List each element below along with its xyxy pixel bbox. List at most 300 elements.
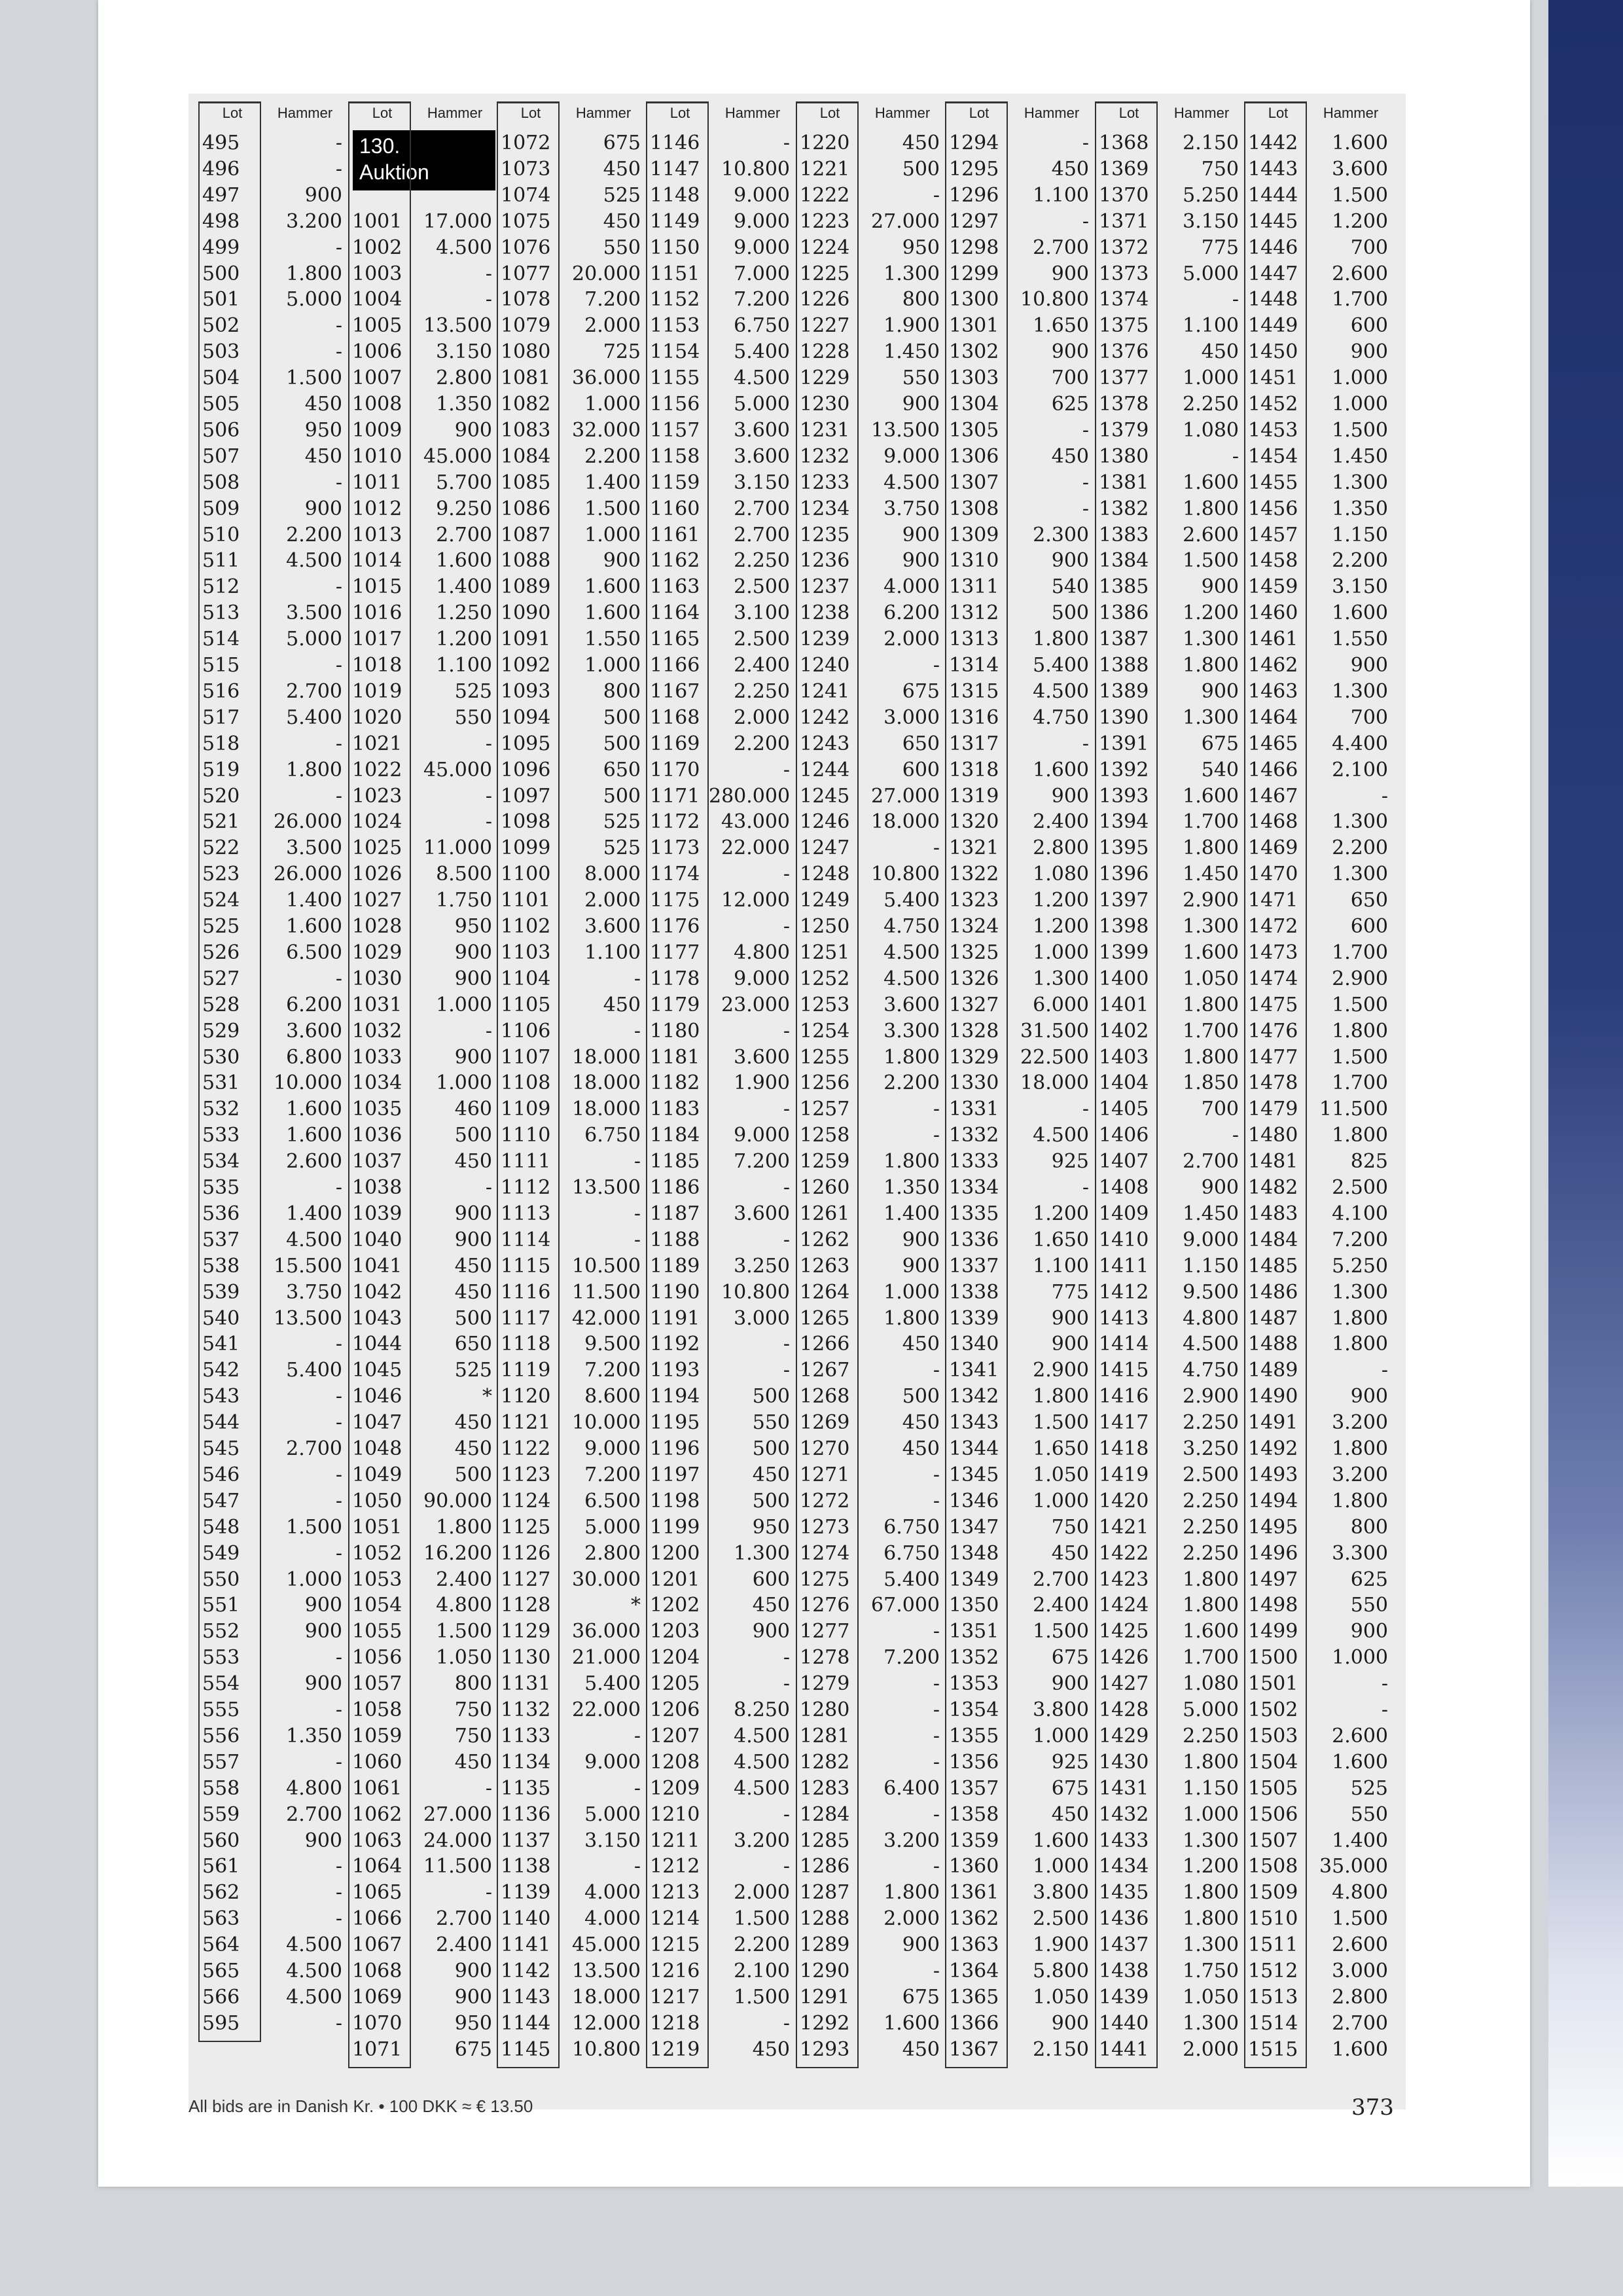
hammer-price: 3.300 bbox=[883, 1019, 940, 1043]
hammer-price bbox=[411, 183, 492, 209]
lot-number: 1350 bbox=[949, 1594, 999, 1617]
hammer-price: 1.000 bbox=[1183, 1803, 1239, 1826]
hammer-price: 2.200 bbox=[1332, 549, 1388, 573]
lot-number: 1021 bbox=[352, 732, 402, 755]
hammer-price: 900 bbox=[1051, 340, 1089, 364]
lot-number: 1177 bbox=[650, 941, 700, 964]
lot-number: 1028 bbox=[352, 915, 402, 938]
lot-number: 1290 bbox=[800, 1960, 850, 1982]
lot-number: 1181 bbox=[650, 1045, 700, 1069]
lot-number: 1052 bbox=[352, 1541, 402, 1565]
lot-number: 1487 bbox=[1248, 1306, 1298, 1330]
lot-number: 1271 bbox=[800, 1463, 850, 1486]
lot-number: 1381 bbox=[1099, 471, 1149, 494]
lot-number: 500 bbox=[202, 262, 240, 285]
lot-number: 1067 bbox=[352, 1933, 402, 1957]
lot-number: 1064 bbox=[352, 1855, 402, 1878]
hammer-price: 650 bbox=[902, 732, 940, 755]
lot-number: 1331 bbox=[949, 1098, 999, 1121]
hammer-price: 280.000 bbox=[709, 784, 791, 808]
hammer-price: - bbox=[335, 1411, 342, 1435]
lot-number: 1470 bbox=[1248, 863, 1298, 886]
lot-number: 1208 bbox=[650, 1750, 700, 1774]
hammer-price: - bbox=[335, 471, 342, 494]
hammer-price: 12.000 bbox=[572, 2011, 641, 2035]
hammer-price: 3.800 bbox=[1033, 1881, 1089, 1905]
lot-number: 1335 bbox=[949, 1202, 999, 1225]
lot-number: 1488 bbox=[1248, 1333, 1298, 1356]
hammer-price: 1.750 bbox=[436, 889, 492, 912]
hammer-price: 32.000 bbox=[572, 418, 641, 442]
lot-number: 1249 bbox=[800, 889, 850, 912]
hammer-price: 500 bbox=[603, 706, 641, 729]
lot-number: 1483 bbox=[1248, 1202, 1298, 1225]
hammer-price: 1.600 bbox=[286, 1098, 342, 1121]
hammer-price: 3.600 bbox=[734, 1202, 790, 1225]
hammer-price: 4.000 bbox=[584, 1907, 641, 1931]
hammer-price: 10.000 bbox=[572, 1411, 641, 1435]
hammer-price: 15.500 bbox=[274, 1254, 342, 1278]
lot-number: 505 bbox=[202, 393, 240, 416]
lot-number: 1254 bbox=[800, 1019, 850, 1043]
lot-number: 1058 bbox=[352, 1698, 402, 1721]
hammer-price: 450 bbox=[902, 2037, 940, 2061]
lot-number: 1148 bbox=[650, 183, 700, 207]
hammer-price: 460 bbox=[454, 1098, 492, 1121]
hammer-price: 1.700 bbox=[1183, 1646, 1239, 1670]
lot-number: 1264 bbox=[800, 1280, 850, 1304]
hammer-price: 26.000 bbox=[274, 810, 342, 834]
hammer-price: 4.500 bbox=[734, 1776, 790, 1800]
hammer-price: 1.800 bbox=[883, 1150, 940, 1174]
lot-number: 1334 bbox=[949, 1176, 999, 1199]
hammer-price: - bbox=[633, 1019, 641, 1043]
lot-number: 1125 bbox=[501, 1515, 551, 1539]
hammer-price: - bbox=[1381, 1698, 1388, 1721]
lot-number: 503 bbox=[202, 340, 240, 364]
lot-number: 1352 bbox=[949, 1646, 999, 1670]
lot-number: 1045 bbox=[352, 1359, 402, 1382]
lot-number bbox=[348, 183, 352, 209]
lot-number: 1513 bbox=[1248, 1985, 1298, 2009]
hammer-price: 2.600 bbox=[1332, 1933, 1388, 1957]
lot-number: 1421 bbox=[1099, 1515, 1149, 1539]
lot-number: 1219 bbox=[650, 2037, 700, 2061]
hammer-price: 750 bbox=[1051, 1515, 1089, 1539]
lot-number: 1173 bbox=[650, 836, 700, 860]
lot-number: 1231 bbox=[800, 418, 850, 442]
hammer-price: - bbox=[485, 1776, 492, 1800]
hammer-price: 3.300 bbox=[1332, 1541, 1388, 1565]
lot-number: 498 bbox=[202, 209, 240, 233]
hammer-price: 500 bbox=[603, 732, 641, 755]
lot-number: 517 bbox=[202, 706, 240, 729]
lot-number: 1275 bbox=[800, 1568, 850, 1591]
lot-number: 1218 bbox=[650, 2011, 700, 2035]
lot-number: 1461 bbox=[1248, 628, 1298, 651]
hammer-price: 1.400 bbox=[286, 1202, 342, 1225]
hammer-price: 30.000 bbox=[572, 1568, 641, 1591]
hammer-price: 5.400 bbox=[883, 1568, 940, 1591]
hammer-price: 775 bbox=[1051, 1280, 1089, 1304]
hammer-price: 650 bbox=[1350, 889, 1388, 912]
lot-number: 1499 bbox=[1248, 1620, 1298, 1643]
lot-number: 1438 bbox=[1099, 1960, 1149, 1982]
hammer-header: Hammer bbox=[575, 105, 632, 121]
lot-number: 1104 bbox=[501, 967, 551, 990]
hammer-price: - bbox=[633, 1228, 641, 1251]
hammer-price: 1.500 bbox=[1332, 183, 1388, 207]
hammer-price: 1.300 bbox=[734, 1541, 790, 1565]
lot-number: 1109 bbox=[501, 1098, 551, 1121]
hammer-price: 1.300 bbox=[1183, 1933, 1239, 1957]
lot-number: 1116 bbox=[501, 1280, 551, 1304]
hammer-price: - bbox=[335, 1541, 342, 1565]
lot-number: 1366 bbox=[949, 2011, 999, 2035]
lot-number: 1121 bbox=[501, 1411, 551, 1435]
hammer-price: 2.700 bbox=[286, 679, 342, 703]
hammer-price: 900 bbox=[304, 1829, 342, 1852]
hammer-price: 675 bbox=[1201, 732, 1239, 755]
lot-number: 1355 bbox=[949, 1724, 999, 1748]
hammer-price: 900 bbox=[1201, 679, 1239, 703]
hammer-price: 2.400 bbox=[734, 654, 790, 677]
hammer-price: 5.400 bbox=[286, 706, 342, 729]
lot-number: 534 bbox=[202, 1150, 240, 1174]
hammer-price: 2.600 bbox=[1183, 523, 1239, 547]
lot-number: 1115 bbox=[501, 1254, 551, 1278]
lot-number: 1308 bbox=[949, 497, 999, 520]
lot-number: 1509 bbox=[1248, 1881, 1298, 1905]
hammer-price: 900 bbox=[304, 183, 342, 207]
lot-number: 1167 bbox=[650, 679, 700, 703]
lot-number: 501 bbox=[202, 288, 240, 312]
hammer-price: 450 bbox=[304, 444, 342, 468]
hammer-price: - bbox=[633, 1150, 641, 1174]
hammer-price: 450 bbox=[1051, 157, 1089, 181]
hammer-price: 900 bbox=[1051, 784, 1089, 808]
lot-number: 542 bbox=[202, 1359, 240, 1382]
hammer-price: 1.350 bbox=[436, 393, 492, 416]
lot-number: 1048 bbox=[352, 1437, 402, 1460]
lot-number: 1354 bbox=[949, 1698, 999, 1721]
lot-number: 1214 bbox=[650, 1907, 700, 1931]
lot-number: 1433 bbox=[1099, 1829, 1149, 1852]
lot-number: 1501 bbox=[1248, 1672, 1298, 1696]
hammer-price: 900 bbox=[1350, 654, 1388, 677]
lot-number: 1007 bbox=[352, 367, 402, 390]
hammer-price: 900 bbox=[454, 1985, 492, 2009]
hammer-price: 2.600 bbox=[1332, 262, 1388, 285]
hammer-price: 5.000 bbox=[286, 288, 342, 312]
lot-number: 1481 bbox=[1248, 1150, 1298, 1174]
lot-number: 1247 bbox=[800, 836, 850, 860]
hammer-price: 1.400 bbox=[436, 575, 492, 599]
lot-number: 1145 bbox=[501, 2037, 551, 2061]
hammer-price: 6.400 bbox=[883, 1776, 940, 1800]
lot-number: 1274 bbox=[800, 1541, 850, 1565]
lot-number: 1265 bbox=[800, 1306, 850, 1330]
lot-number: 1201 bbox=[650, 1568, 700, 1591]
lot-number: 1295 bbox=[949, 157, 999, 181]
lot-number: 1175 bbox=[650, 889, 700, 912]
hammer-price: 1.900 bbox=[1033, 1933, 1089, 1957]
hammer-price: - bbox=[335, 1698, 342, 1721]
lot-number: 1161 bbox=[650, 523, 700, 547]
lot-number: 1252 bbox=[800, 967, 850, 990]
hammer-price: 900 bbox=[454, 941, 492, 964]
hammer-price: 4.500 bbox=[883, 967, 940, 990]
hammer-price: 1.800 bbox=[1183, 1045, 1239, 1069]
hammer-price: 2.000 bbox=[734, 706, 790, 729]
lot-number: 1140 bbox=[501, 1907, 551, 1931]
hammer-price: 900 bbox=[902, 523, 940, 547]
hammer-price: 1.200 bbox=[1183, 601, 1239, 625]
lot-number: 1360 bbox=[949, 1855, 999, 1878]
lot-number: 1359 bbox=[949, 1829, 999, 1852]
hammer-price: 1.500 bbox=[286, 1515, 342, 1539]
hammer-price: 1.500 bbox=[1332, 993, 1388, 1016]
hammer-price: 10.500 bbox=[572, 1254, 641, 1278]
hammer-price: 500 bbox=[752, 1437, 790, 1460]
hammer-header: Hammer bbox=[277, 105, 333, 121]
hammer-price: 625 bbox=[1350, 1568, 1388, 1591]
lot-number: 1455 bbox=[1248, 471, 1298, 494]
lot-number: 1074 bbox=[501, 183, 551, 207]
hammer-price: 2.000 bbox=[883, 628, 940, 651]
lot-number: 1039 bbox=[352, 1202, 402, 1225]
hammer-price: 9.000 bbox=[734, 236, 790, 259]
hammer-price: 1.050 bbox=[1033, 1985, 1089, 2009]
hammer-price: 1.700 bbox=[1332, 1071, 1388, 1095]
hammer-price: - bbox=[633, 1776, 641, 1800]
lot-number: 1029 bbox=[352, 941, 402, 964]
lot-number: 535 bbox=[202, 1176, 240, 1199]
hammer-price: 3.250 bbox=[1183, 1437, 1239, 1460]
hammer-price: 1.600 bbox=[1332, 1750, 1388, 1774]
hammer-price: 18.000 bbox=[572, 1985, 641, 2009]
hammer-price: 1.400 bbox=[1332, 1829, 1388, 1852]
hammer-price: 9.000 bbox=[734, 967, 790, 990]
lot-number: 1375 bbox=[1099, 314, 1149, 338]
lot-number: 1391 bbox=[1099, 732, 1149, 755]
hammer-price: 2.200 bbox=[1332, 836, 1388, 860]
lot-header: Lot bbox=[969, 105, 990, 121]
lot-number: 1413 bbox=[1099, 1306, 1149, 1330]
hammer-price: - bbox=[1381, 1359, 1388, 1382]
lot-number: 1500 bbox=[1248, 1646, 1298, 1670]
lot-number: 1365 bbox=[949, 1985, 999, 2009]
lot-number: 1371 bbox=[1099, 209, 1149, 233]
lot-number: 1348 bbox=[949, 1541, 999, 1565]
hammer-header: Hammer bbox=[427, 105, 483, 121]
hammer-price: 1.300 bbox=[1332, 1280, 1388, 1304]
hammer-price: 5.000 bbox=[286, 628, 342, 651]
hammer-price: - bbox=[633, 1724, 641, 1748]
lot-number: 1502 bbox=[1248, 1698, 1298, 1721]
hammer-price: 450 bbox=[752, 2037, 790, 2061]
hammer-price: 26.000 bbox=[274, 863, 342, 886]
lot-number: 1233 bbox=[800, 471, 850, 494]
hammer-price: - bbox=[335, 575, 342, 599]
hammer-price: 900 bbox=[454, 418, 492, 442]
hammer-price: 450 bbox=[454, 1280, 492, 1304]
hammer-price: 45.000 bbox=[572, 1933, 641, 1957]
hammer-price: 1.800 bbox=[1183, 1907, 1239, 1931]
lot-number: 1388 bbox=[1099, 654, 1149, 677]
lot-number: 1390 bbox=[1099, 706, 1149, 729]
lot-number: 1059 bbox=[352, 1724, 402, 1748]
hammer-price: - bbox=[933, 1098, 940, 1121]
lot-number: 1163 bbox=[650, 575, 700, 599]
lot-number: 1014 bbox=[352, 549, 402, 573]
hammer-price: 1.300 bbox=[1183, 706, 1239, 729]
lot-number: 1332 bbox=[949, 1124, 999, 1147]
hammer-price: - bbox=[933, 1724, 940, 1748]
lot-number: 1123 bbox=[501, 1463, 551, 1486]
lot-number: 539 bbox=[202, 1280, 240, 1304]
lot-number: 1432 bbox=[1099, 1803, 1149, 1826]
lot-number: 1113 bbox=[501, 1202, 551, 1225]
lot-number: 552 bbox=[202, 1620, 240, 1643]
hammer-price: 3.200 bbox=[883, 1829, 940, 1852]
hammer-price: 2.000 bbox=[734, 1881, 790, 1905]
lot-number: 1393 bbox=[1099, 784, 1149, 808]
hammer-price: 1.900 bbox=[883, 314, 940, 338]
hammer-price: 8.600 bbox=[584, 1385, 641, 1408]
lot-number: 553 bbox=[202, 1646, 240, 1670]
lot-number: 1497 bbox=[1248, 1568, 1298, 1591]
lot-number: 1266 bbox=[800, 1333, 850, 1356]
hammer-price: - bbox=[485, 784, 492, 808]
hammer-price: 1.000 bbox=[436, 993, 492, 1016]
hammer-price: 450 bbox=[454, 1254, 492, 1278]
lot-number: 1293 bbox=[800, 2037, 850, 2061]
lot-header: Lot bbox=[1118, 105, 1139, 121]
lot-number: 1414 bbox=[1099, 1333, 1149, 1356]
lot-number: 1278 bbox=[800, 1646, 850, 1670]
hammer-price: 2.250 bbox=[1183, 1541, 1239, 1565]
hammer-price: 4.500 bbox=[734, 367, 790, 390]
lot-number: 1336 bbox=[949, 1228, 999, 1251]
hammer-price: 1.350 bbox=[1332, 497, 1388, 520]
lot-number: 1043 bbox=[352, 1306, 402, 1330]
lot-number: 551 bbox=[202, 1594, 240, 1617]
lot-number: 525 bbox=[202, 915, 240, 938]
hammer-price: 1.600 bbox=[1332, 601, 1388, 625]
lot-number: 1190 bbox=[650, 1280, 700, 1304]
lot-number: 1474 bbox=[1248, 967, 1298, 990]
lot-number: 1490 bbox=[1248, 1385, 1298, 1408]
hammer-price: 9.000 bbox=[584, 1437, 641, 1460]
hammer-price: 450 bbox=[454, 1750, 492, 1774]
lot-number: 1412 bbox=[1099, 1280, 1149, 1304]
lot-number: 1169 bbox=[650, 732, 700, 755]
lot-number: 1405 bbox=[1099, 1098, 1149, 1121]
hammer-price: 4.500 bbox=[883, 471, 940, 494]
hammer-price: 450 bbox=[902, 1437, 940, 1460]
lot-number: 1137 bbox=[501, 1829, 551, 1852]
lot-number: 1510 bbox=[1248, 1907, 1298, 1931]
hammer-price: 4.500 bbox=[1183, 1333, 1239, 1356]
lot-number: 1395 bbox=[1099, 836, 1149, 860]
hammer-price: 1.800 bbox=[1332, 1124, 1388, 1147]
lot-number: 1042 bbox=[352, 1280, 402, 1304]
lot-number: 1070 bbox=[352, 2011, 402, 2035]
hammer-price: 27.000 bbox=[871, 784, 940, 808]
lot-number: 1009 bbox=[352, 418, 402, 442]
lot-number: 1189 bbox=[650, 1254, 700, 1278]
hammer-price: 6.800 bbox=[286, 1045, 342, 1069]
lot-number: 1165 bbox=[650, 628, 700, 651]
hammer-price: 4.400 bbox=[1332, 732, 1388, 755]
hammer-price: 1.600 bbox=[286, 915, 342, 938]
hammer-price: - bbox=[1381, 1672, 1388, 1696]
lot-number: 1236 bbox=[800, 549, 850, 573]
lot-number: 1504 bbox=[1248, 1750, 1298, 1774]
lot-number: 529 bbox=[202, 1019, 240, 1043]
lot-number: 1094 bbox=[501, 706, 551, 729]
lot-number: 1060 bbox=[352, 1750, 402, 1774]
hammer-price: 450 bbox=[603, 209, 641, 233]
lot-number: 1096 bbox=[501, 758, 551, 781]
hammer-price: 1.080 bbox=[1033, 863, 1089, 886]
hammer-price: 1.000 bbox=[584, 523, 641, 547]
hammer-price: 2.400 bbox=[436, 1933, 492, 1957]
hammer-price: 450 bbox=[902, 132, 940, 154]
lot-number: 1209 bbox=[650, 1776, 700, 1800]
hammer-price: 9.500 bbox=[584, 1333, 641, 1356]
lot-number: 1195 bbox=[650, 1411, 700, 1435]
hammer-price: 900 bbox=[1051, 1333, 1089, 1356]
hammer-price: 36.000 bbox=[572, 1620, 641, 1643]
lot-number: 1112 bbox=[501, 1176, 551, 1199]
hammer-price: 1.800 bbox=[436, 1515, 492, 1539]
hammer-price: 4.500 bbox=[734, 1750, 790, 1774]
hammer-price: - bbox=[335, 967, 342, 990]
hammer-price: 3.600 bbox=[286, 1019, 342, 1043]
lot-number: 564 bbox=[202, 1933, 240, 1957]
lot-number: 526 bbox=[202, 941, 240, 964]
hammer-price: 2.000 bbox=[584, 889, 641, 912]
hammer-price: 4.800 bbox=[1183, 1306, 1239, 1330]
lot-number: 1102 bbox=[501, 915, 551, 938]
lot-number: 1015 bbox=[352, 575, 402, 599]
lot-number: 1369 bbox=[1099, 157, 1149, 181]
hammer-price: 540 bbox=[1051, 575, 1089, 599]
lot-number: 1283 bbox=[800, 1776, 850, 1800]
lot-number: 558 bbox=[202, 1776, 240, 1800]
hammer-price: 2.250 bbox=[1183, 393, 1239, 416]
hammer-price: 950 bbox=[902, 236, 940, 259]
hammer-price: 1.500 bbox=[436, 1620, 492, 1643]
hammer-price: 450 bbox=[1201, 340, 1239, 364]
hammer-price: 43.000 bbox=[721, 810, 790, 834]
lot-number: 1010 bbox=[352, 444, 402, 468]
lot-number: 1367 bbox=[949, 2037, 999, 2061]
hammer-price: 11.500 bbox=[572, 1280, 641, 1304]
hammer-price: 21.000 bbox=[572, 1646, 641, 1670]
lot-number: 1330 bbox=[949, 1071, 999, 1095]
hammer-price: 1.450 bbox=[1183, 863, 1239, 886]
hammer-price: 1.800 bbox=[286, 262, 342, 285]
lot-number: 1378 bbox=[1099, 393, 1149, 416]
hammer-price: - bbox=[783, 132, 790, 154]
hammer-price: 13.500 bbox=[871, 418, 940, 442]
lot-number: 554 bbox=[202, 1672, 240, 1696]
hammer-price: 5.400 bbox=[883, 889, 940, 912]
hammer-price: 1.050 bbox=[1183, 967, 1239, 990]
